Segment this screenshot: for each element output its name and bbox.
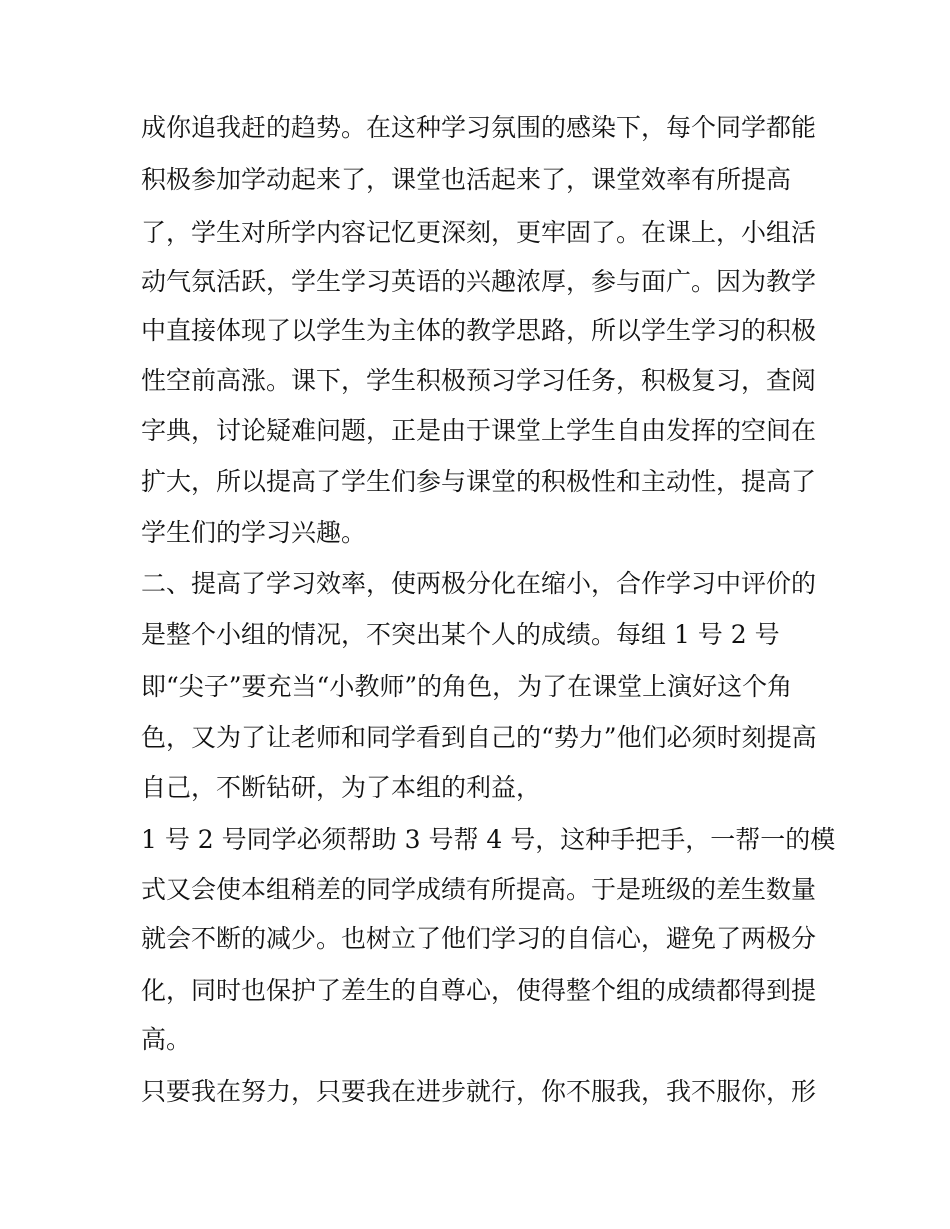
text-line: 色，又为了让老师和同学看到自己的“势力”他们必须时刻提高 [141,723,817,752]
text-line: 性空前高涨。课下，学生积极预习学习任务，积极复习，查阅 [141,366,817,395]
text-line: 式又会使本组稍差的同学成绩有所提高。于是班级的差生数量 [141,875,817,904]
text-line: 高。 [141,1025,192,1054]
text-line: 只要我在努力，只要我在进步就行，你不服我，我不服你，形 [141,1077,817,1106]
text-line: 了，学生对所学内容记忆更深刻，更牢固了。在课上，小组活 [141,218,817,247]
text-line: 二、提高了学习效率，使两极分化在缩小，合作学习中评价的 [141,569,817,598]
text-line: 积极参加学动起来了，课堂也活起来了，课堂效率有所提高 [141,165,792,194]
text-line: 是整个小组的情况，不突出某个人的成绩。每组 1 号 2 号 [141,620,780,649]
text-line: 中直接体现了以学生为主体的教学思路，所以学生学习的积极 [141,316,817,345]
text-line: 化，同时也保护了差生的自尊心，使得整个组的成绩都得到提 [141,976,817,1005]
text-line: 字典，讨论疑难问题，正是由于课堂上学生自由发挥的空间在 [141,416,817,445]
text-line: 学生们的学习兴趣。 [141,518,367,547]
text-line: 成你追我赶的趋势。在这种学习氛围的感染下，每个同学都能 [141,113,817,142]
text-line: 就会不断的减少。也树立了他们学习的自信心，避免了两极分 [141,924,817,953]
text-line: 1 号 2 号同学必须帮助 3 号帮 4 号，这种手把手，一帮一的模 [141,825,836,854]
text-line: 动气氛活跃，学生学习英语的兴趣浓厚，参与面广。因为教学 [141,267,817,296]
text-line: 扩大，所以提高了学生们参与课堂的积极性和主动性，提高了 [141,467,817,496]
text-line: 即“尖子”要充当“小教师”的角色，为了在课堂上演好这个角 [141,672,793,701]
text-line: 自己，不断钻研，为了本组的利益， [141,773,542,802]
